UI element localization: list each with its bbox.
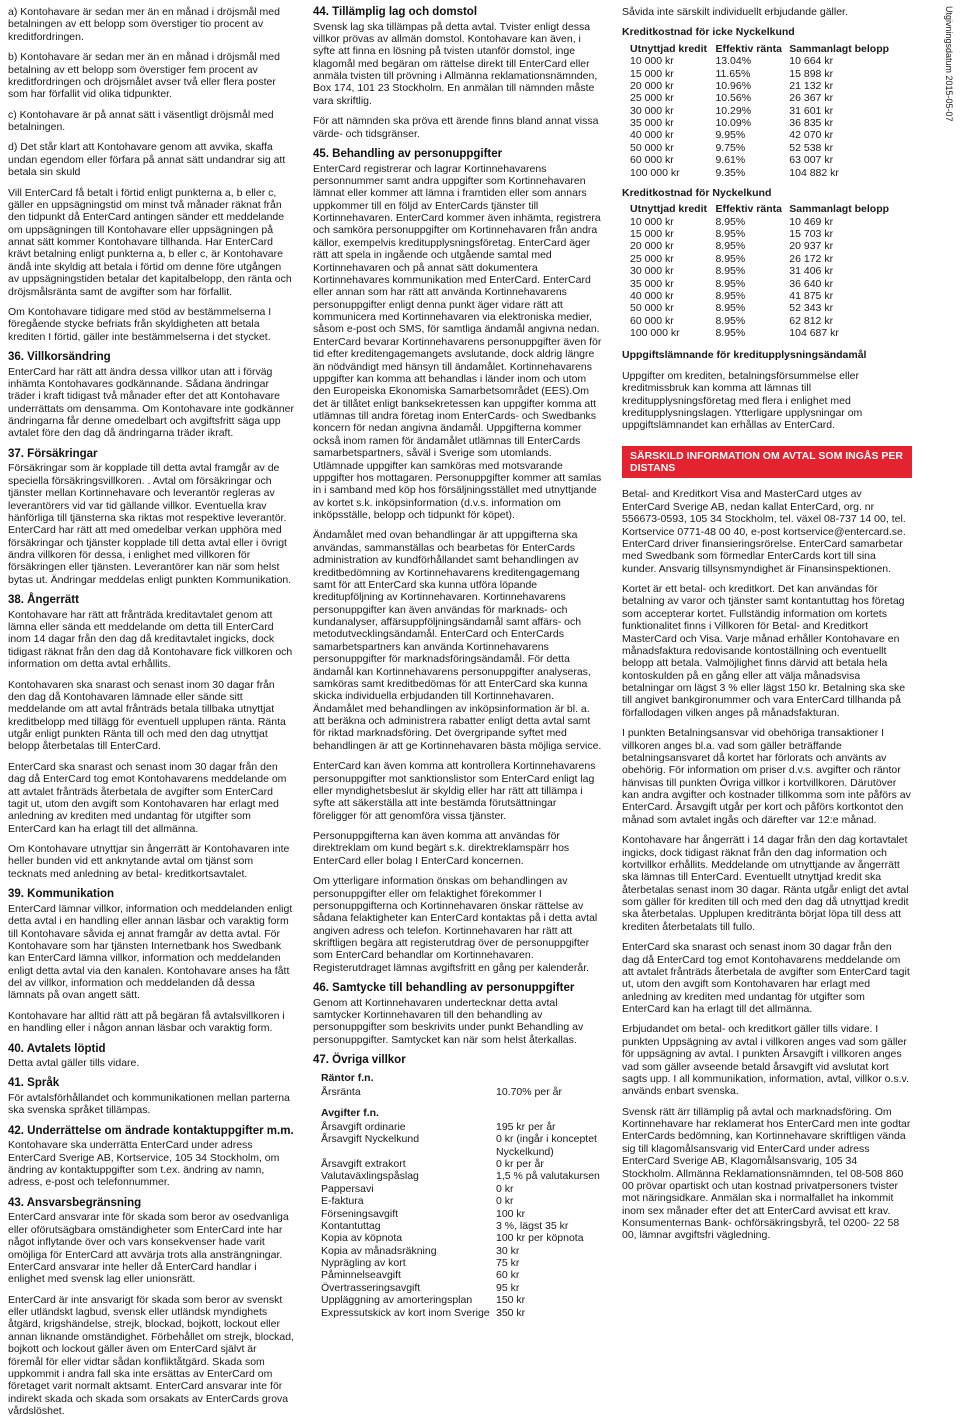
table-cell: 60 000 kr: [630, 154, 674, 167]
table-row: [630, 55, 900, 67]
table-cell: 9.35%: [715, 166, 746, 179]
table-row: [321, 1307, 603, 1319]
table-cell: 30 000 kr: [630, 265, 674, 278]
paragraph: Kortet är ett betal- och kreditkort. Det kan användas för betalning av varor och tjänster samt kontantuttag hos företag som accepterar kortet. Fullständig information om kortets funktionalitet finns i Villkoren för Betal- and Kreditkort MasterCard och Visa. Varje månad erhåller Kontohavare en månadsfaktura redovisande kontoställning och eventuellt belopp att betala. Valmöjlighet finns därvid att betala hela kontoskulden på en gång eller att välja månadsvisa betalningar om lägst 3 % eller lägst 150 kr. Betalning ska ske till angivet bankgironummer och vara EnterCard tillhanda på förfallodagen vilken anges på månadsfakturan.: [622, 583, 906, 719]
table-row: [321, 1282, 603, 1294]
section-heading-40: 40. Avtalets löptid: [8, 1042, 106, 1055]
credit-info-heading: Uppgiftslämnande för kreditupplysningsändamål: [622, 349, 867, 362]
column-header: Sammanlagt belopp: [789, 42, 890, 55]
column-header: Utnyttjad kredit: [630, 42, 708, 55]
paragraph: För att nämnden ska pröva ett ärende finns bland annat vissa värde- och tidsgränser.: [313, 115, 599, 140]
table-row: [630, 92, 900, 104]
paragraph: b) Kontohavare är sedan mer än en månad i dröjsmål med betalning av ett belopp som överstiger fem procent av kreditfordringen och dröjsmålet avser två eller flera poster som har förfallit vid olika tidpunkter.: [8, 51, 280, 101]
table-cell: 50 000 kr: [630, 302, 674, 315]
paragraph: EnterCard registrerar och lagrar Kortinnehavarens personnummer samt andra uppgifter som Kortinnehavaren lämnat eller kommer att lämna i framtiden eller som annars uppkommer till en följd av EnterCards tjänster till Kortinnehavaren. EnterCard kommer även inhämta, registrera och samköra personuppgifter om Kortinnehavaren från andra källor, exempelvis kreditupplysningsföretag. EnterCard äger rätt att spela in ingående och utgående samtal med Kortinnehavaren och på annat sätt dokumentera Kortinnehavares kommunikation med EnterCard. EnterCard eller annan som har rätt att använda Kortinnehavarens personuppgifter enligt denna punkt äger vidare rätt att kommunicera med Kortinnehavaren via elektroniska medier, såsom e-post och SMS, för samtliga ändamål angivna nedan. EnterCard bevarar Kortinnehavarens personuppgifter även för tid efter kreditengagemangets avslutande, dock aldrig längre än nödvändigt med hänsyn till ändamålet. Kortinnehavarens uppgifter kan komma att behandlas i länder inom och utom den Europeiska Ekonomiska Samarbetsområdet (EES).Om det är tillåtet enligt banksekretessen kan uppgifter komma att utlämnas till andra företag inom EnterCards- och Swedbanks koncern för nedan angivna ändamål. Uppgifterna kommer också inom ramen för ändamålet utlämnas till EnterCards samarbetspartners, såväl i Sverige som utomlands. Utlämnade uppgifter kan samköras med motsvarande uppgifter hos mottagaren. Personuppgifter kommer att samlas in i samband med köp hos försäljningsstället med utnyttjande av kortet s.k. inköpsinformation (d.v.s. information om inköpsställe, belopp och tidpunkt för köpet).: [313, 162, 602, 521]
other-terms: [313, 1072, 603, 1319]
table-cell: 1,5 % på valutakursen: [496, 1170, 600, 1183]
table-cell: 62 812 kr: [789, 314, 834, 327]
table-row: [630, 129, 900, 141]
table-cell: 0 kr (ingår i konceptet Nyckelkund): [496, 1133, 597, 1158]
paragraph: Vill EnterCard få betalt i förtid enligt punkterna a, b eller c, gäller en uppsägningstid om minst två månader räknat från den tidpunkt då EnterCard antingen sänder ett meddelande om uppsägningen till Kontohavare eller uppsägningen på annat sätt kommer Kontohavare tillhanda. Har EnterCard krävt betalning enligt punkterna a, b eller c, är Kontohavare ändå inte skyldig att betala i förtid om denne före utgången av uppsägningstiden betalar det kapitalbelopp, den ränta och dröjsmålsränta samt de avgifter som har förfallit.: [8, 186, 292, 298]
table-cell: Årsavgift extrakort: [321, 1158, 406, 1170]
table-cell: Påminnelseavgift: [321, 1269, 401, 1282]
table-cell: 40 000 kr: [630, 129, 674, 142]
table-cell: 8.95%: [715, 277, 746, 290]
table-cell: 11.65%: [715, 67, 751, 80]
paragraph: EnterCard har rätt att ändra dessa villkor utan att i förväg inhämta Kontohavares godkännande. Sådana ändringar träder i kraft tidigast två månader efter det att Kontohavare underrättats om densamma. Om Kontohavare inte godkänner ändringarna får denne omedelbart och avgiftsfritt säga upp avtalet före den dag då ändringarna träder ikraft.: [8, 365, 294, 440]
table-cell: 25 000 kr: [630, 92, 674, 105]
table-cell: 100 000 kr: [630, 166, 680, 179]
paragraph: EnterCard är inte ansvarigt för skada som beror av svenskt eller utländskt lagbud, svensk eller utländsk myndighets åtgärd, krigshändelse, strejk, blockad, bojkott, lockout eller annan liknande omständighet. Förbehållet om strejk, blockad, bojkott och lockout gäller även om EnterCard självt är föremål för eller vidtar sådan konfliktåtgärd. Skada som uppkommit i andra fall ska inte ersättas av EnterCard om företaget varit normalt aktsamt. EnterCard ansvarar inte för indirekt skada och skada som orsakats av EnterCards grova vårdslöshet.: [8, 1293, 294, 1417]
table-row: [321, 1170, 603, 1182]
table-row: [630, 290, 900, 302]
table-cell: 25 000 kr: [630, 252, 674, 265]
table-cell: 50 000 kr: [630, 141, 674, 154]
table-cell: 100 000 kr: [630, 327, 680, 339]
table-cell: Valutaväxlingspåslag: [321, 1170, 419, 1183]
table-cell: 52 538 kr: [789, 141, 834, 154]
paragraph: Om ytterligare information önskas om behandlingen av personuppgifter eller om felaktighet förekommer I personuppgifterna och Kortinnehavaren önskar rättelse av sådana felaktigheter kan EnterCard kontaktas på i detta avtal angiven adress och telefon. Kortinnehavaren har rätt att skriftligen begära att registerutdrag över de personuppgifter som EnterCard behandlar om Kortinnehavaren. Registerutdraget lämnas avgiftsfritt en gång per kalenderår.: [313, 875, 598, 974]
table-cell: 30 kr: [496, 1244, 520, 1257]
table-cell: 31 406 kr: [789, 265, 834, 278]
table-cell: 15 000 kr: [630, 67, 674, 80]
table-cell: Kopia av köpnota: [321, 1232, 403, 1245]
table-cell: 9.61%: [715, 154, 746, 167]
table-row: [630, 265, 900, 277]
table-cell: 104 882 kr: [789, 166, 839, 179]
table-cell: 8.95%: [715, 327, 746, 339]
paragraph: EnterCard lämnar villkor, information och meddelanden enligt detta avtal i en handling eller annan läsbar och varaktig form till Kontohavare såvida ej annat framgår av detta avtal. För Kontohavare som har tjänsten Internetbank hos Swedbank kan EnterCard lämna villkor, information och meddelanden enligt detta avtal via den kanalen. Kontohavare anses ha fått del av villkor, information och meddelanden då dessa lämnats på ovan angett sätt.: [8, 902, 293, 1002]
paragraph: EnterCard kan även komma att kontrollera Kortinnehavarens personuppgifter mot sanktionslistor som EnterCard enligt lag eller myndighetsbeslut är skyldig eller har rätt att tillämpa i syfte att säkerställa att inte bestämda förutsättningar föreligger för att genomföra vissa tjänster.: [313, 760, 596, 822]
table-cell: 10.56%: [715, 92, 752, 105]
table-row: [321, 1245, 603, 1257]
table-cell: 9.95%: [715, 129, 746, 142]
credit-cost-table-regular: [630, 43, 900, 179]
table-cell: 30 000 kr: [630, 104, 674, 117]
table-cell: 15 703 kr: [789, 228, 834, 240]
table-row: [321, 1133, 603, 1158]
fees-table: [321, 1121, 603, 1319]
section-heading-44: 44. Tillämplig lag och domstol: [313, 6, 478, 18]
table-cell: 42 070 kr: [789, 129, 834, 142]
paragraph: Detta avtal gäller tills vidare.: [8, 1057, 140, 1070]
paragraph: I punkten Betalningsansvar vid obehöriga transaktioner I villkoren anges bl.a. vad som gäller beträffande betalningsansvaret då kortet har förlorats och använts av obehörig. För information om priser d.v.s. avgifter och räntor hänvisas till punkten Övriga villkor i kortvillkoren. Därutöver kan andra avgifter och kostnader tillkomma som inte påförs av EnterCard. Årsavgift utgår per kort och påförs kortkontot den månad som avtalet ingås och därefter var 12:e månad.: [622, 727, 911, 826]
table-cell: 10.09%: [715, 117, 752, 129]
table-cell: 26 172 kr: [789, 252, 834, 265]
paragraph: d) Det står klart att Kontohavare genom att avvika, skaffa undan egendom eller förfara på annat sätt undandrar sig att betala sin skuld: [8, 141, 286, 179]
table-cell: 10.29%: [715, 104, 752, 117]
section-heading-45: 45. Behandling av personuppgifter: [313, 147, 503, 160]
section-heading-37: 37. Försäkringar: [8, 447, 98, 460]
table-row: [321, 1158, 603, 1170]
table-row: [321, 1183, 603, 1195]
section-heading-36: 36. Villkorsändring: [8, 351, 111, 363]
paragraph: Kontohavare har alltid rätt att på begäran få avtalsvillkoren i en handling eller i någon annan läsbar och varaktig form.: [8, 1009, 285, 1035]
paragraph: Kontohavare har rätt att frånträda kreditavtalet genom att lämna eller sända ett meddelande om detta till EnterCard inom 14 dagar från den dag då kreditavtalet ingicks, dock tidigast räknat från den dag då Kontohavare fick villkoren och information om detta avtal erhållits.: [8, 608, 293, 671]
table-row: [321, 1232, 603, 1244]
table-cell: 8.95%: [715, 215, 746, 228]
table-cell: 8.95%: [715, 228, 746, 240]
table-cell: Kopia av månadsräkning: [321, 1244, 437, 1257]
section-heading-42: 42. Underrättelse om ändrade kontaktuppgifter m.m.: [8, 1124, 294, 1137]
table-row: [630, 80, 900, 92]
paragraph: Erbjudandet om betal- och kreditkort gäller tills vidare. I punkten Uppsägning av avtal i villkoren anges vad som gäller för uppsägning av avtal. I punkten Årsavgift i villkoren anges vad som gäller avseende betald årsavgift vid avslutat kort sagts upp. I all kommunikation, information, avtal, villkor o.s.v. används enbart svenska.: [622, 1023, 909, 1098]
section-heading-39: 39. Kommunikation: [8, 888, 115, 901]
table-cell: 10.96%: [715, 79, 752, 92]
table-cell: 15 898 kr: [789, 67, 834, 80]
table-cell: 100 kr: [496, 1207, 526, 1220]
table-cell: 36 835 kr: [789, 117, 834, 129]
credit-cost-title-regular: Kreditkostnad för icke Nyckelkund: [622, 26, 795, 39]
table-cell: 0 kr per år: [496, 1158, 544, 1170]
table-cell: Uppläggning av amorteringsplan: [321, 1294, 473, 1307]
credit-cost-table-key-customer: [630, 203, 900, 339]
table-row: [321, 1269, 603, 1281]
table-cell: 35 000 kr: [630, 277, 674, 290]
column-middle: [313, 6, 603, 1319]
table-row: [321, 1220, 603, 1232]
paragraph: EnterCard ansvarar inte för skada som beror av osedvanliga eller oförutsägbara omständigheter som EnterCard inte har något inflytande över och vars konsekvenser hade varit omöjliga för EnterCard att avvärja trots alla ansträngningar. EnterCard ansvarar inte heller då EnterCard handlar i enlighet med svensk lag eller unionsrätt.: [8, 1211, 289, 1286]
table-row: [630, 105, 900, 117]
table-cell: 0 kr: [496, 1195, 514, 1208]
table-cell: 8.95%: [715, 302, 746, 315]
table-cell: 10.70% per år: [496, 1086, 562, 1099]
paragraph: Genom att Kortinnehavaren undertecknar detta avtal samtycker Kortinnehavaren till den behandling av personuppgifter som beskrivits under punkt Behandling av personuppgifter. Samtycket kan när som helst återkallas.: [313, 996, 584, 1046]
section-heading-43: 43. Ansvarsbegränsning: [8, 1196, 142, 1209]
column-right: [622, 6, 912, 1250]
intro-text: Såvida inte särskilt individuellt erbjudande gäller.: [622, 6, 848, 18]
table-cell: 60 kr: [496, 1269, 520, 1282]
section-heading-47: 47. Övriga villkor: [313, 1054, 406, 1067]
table-cell: Pappersavi: [321, 1182, 374, 1195]
table-cell: 9.75%: [715, 141, 746, 154]
table-cell: 15 000 kr: [630, 228, 674, 240]
paragraph: Betal- and Kreditkort Visa and MasterCard utges av EnterCard Sverige AB, nedan kallat EnterCard, org. nr 556673-0593, 105 34 Stockholm, tel. växel 08-737 14 00, tel. Kortservice 0771-48 00 40, e-post kortservice@entercard.se. EnterCard driver finansieringsrörelse. EnterCard samarbetar med Swedbank som förmedlar EnterCards kort till sina kunder. Ansvarig tillsynsmyndighet är Finansinspektionen.: [622, 488, 906, 575]
paragraph: Uppgifter om krediten, betalningsförsummelse eller kreditmissbruk kan komma att lämnas till kreditupplysningsföretag med flera i enlighet med kreditupplysningslagen. Ytterligare upplysningar om uppgiftslämnandet kan erhållas av EnterCard.: [622, 369, 863, 432]
fees-title: Avgifter f.n.: [321, 1106, 379, 1119]
table-cell: 8.95%: [715, 265, 746, 278]
table-row: [630, 216, 900, 228]
table-cell: 13.04%: [715, 55, 752, 68]
table-cell: Expressutskick av kort inom Sverige: [321, 1306, 490, 1319]
rates-table: [321, 1086, 603, 1098]
publication-date-vertical: [942, 6, 958, 246]
section-heading-38: 38. Ångerrätt: [8, 594, 79, 607]
table-cell: 52 343 kr: [789, 302, 834, 315]
paragraph: Försäkringar som är kopplade till detta avtal framgår av de speciella försäkringsvillkoren. . Avtal om försäkringar och tjänster mellan Kortinnehavare och leverantör regleras av leverantörers vid var tid gällande villkor. Eventuella krav hänförliga till tjänsterna ska riktas mot respektive leverantör. EnterCard har rätt att med omedelbar verkan upphöra med försäkringar och tjänster kopplade till detta avtal eller i övrigt ändra villkoren för dessa, i enlighet med villkoren för försäkringen eller tjänsten. Leverantörer kan när som helst bytas ut. Ändringar meddelas enligt punkten Kommunikation.: [8, 462, 292, 586]
paragraph: EnterCard ska snarast och senast inom 30 dagar från den dag då EnterCard tog emot Kontohavarens meddelande om att avtalet frånträds återbetala de avgifter som EnterCard tagit ut, utom den avgift som Kontohavaren har erlagt med anledning av krediten med undantag för utgifter som EnterCard kan ha erlagt till det allmänna.: [8, 760, 287, 835]
table-cell: 3 %, lägst 35 kr: [496, 1219, 569, 1232]
table-row: [630, 228, 900, 240]
table-row: [630, 167, 900, 179]
paragraph: c) Kontohavare är på annat sätt i väsentligt dröjsmål med betalningen.: [8, 108, 274, 133]
table-row: [321, 1257, 603, 1269]
table-cell: 20 000 kr: [630, 79, 674, 92]
table-cell: 95 kr: [496, 1281, 520, 1294]
table-cell: 8.95%: [715, 289, 746, 302]
paragraph: Om Kontohavare tidigare med stöd av bestämmelserna I föregående stycke befriats från skyldigheten att betala krediten I förtid, gäller inte bestämmelserna i det stycket.: [8, 305, 272, 343]
table-cell: 20 937 kr: [789, 240, 834, 253]
table-cell: 350 kr: [496, 1306, 526, 1319]
table-row: [630, 315, 900, 327]
column-header: Effektiv ränta: [715, 42, 782, 55]
table-cell: 104 687 kr: [789, 327, 839, 339]
table-cell: 8.95%: [715, 252, 746, 265]
table-cell: 31 601 kr: [789, 104, 834, 117]
table-cell: 21 132 kr: [789, 79, 834, 92]
table-row: [321, 1195, 603, 1207]
table-row: [321, 1086, 603, 1098]
column-left: [8, 6, 294, 1425]
table-cell: 10 000 kr: [630, 55, 674, 68]
table-row: [321, 1294, 603, 1306]
table-cell: 10 664 kr: [789, 55, 834, 68]
distance-contract-banner: SÄRSKILD INFORMATION OM AVTAL SOM INGÅS PER DISTANS: [622, 446, 912, 479]
table-cell: Årsavgift ordinarie: [321, 1120, 406, 1133]
table-cell: E-faktura: [321, 1195, 364, 1208]
table-row: [321, 1208, 603, 1220]
paragraph: Svensk lag ska tillämpas på detta avtal. Tvister enligt dessa villkor prövas av allmän domstol. Kontohavare kan även, i syfte att finna en lösning på tvisten utanför domstol, inge klagomål med begäran om rättelse direkt till EnterCard eller anmäla tvisten till prövning i Allmänna reklamationsnämnden, Box 174, 101 23 Stockholm. En anmälan till nämnden måste vara skriftlig.: [313, 20, 598, 107]
table-cell: Nyprägling av kort: [321, 1257, 406, 1269]
table-row: [630, 142, 900, 154]
table-cell: Förseningsavgift: [321, 1207, 399, 1220]
publication-date-text: Utgivningsdatum 2015-05-07: [944, 6, 954, 122]
column-header: Utnyttjad kredit: [630, 203, 708, 216]
table-row: [630, 278, 900, 290]
table-cell: 63 007 kr: [789, 154, 834, 167]
paragraph: EnterCard ska snarast och senast inom 30 dagar från den dag då EnterCard tog emot Kontohavarens meddelande om att avtalet frånträds återbetala de avgifter som EnterCard tagit ut, utom den avgift som Kontohavaren har erlagt med anledning av krediten med undantag för utgifter som EnterCard kan ha erlagt till det allmänna.: [622, 941, 910, 1015]
table-cell: 41 875 kr: [789, 289, 834, 302]
table-cell: 75 kr: [496, 1257, 520, 1269]
paragraph: a) Kontohavare är sedan mer än en månad i dröjsmål med betalningen av ett belopp som överstiger tio procent av kreditfordringen.: [8, 6, 280, 43]
column-header: Effektiv ränta: [715, 203, 782, 216]
table-row: [630, 240, 900, 252]
table-row: [630, 68, 900, 80]
rates-title: Räntor f.n.: [321, 1071, 374, 1084]
table-cell: 8.95%: [715, 314, 746, 327]
table-cell: 26 367 kr: [789, 92, 834, 105]
table-cell: 35 000 kr: [630, 117, 674, 129]
section-heading-41: 41. Språk: [8, 1077, 60, 1090]
section-heading-46: 46. Samtycke till behandling av personuppgifter: [313, 982, 575, 995]
table-cell: 8.95%: [715, 240, 746, 253]
table-row: [630, 327, 900, 339]
table-row: [630, 117, 900, 129]
table-cell: Kontantuttag: [321, 1219, 381, 1232]
table-cell: 10 000 kr: [630, 215, 674, 228]
table-row: [630, 253, 900, 265]
table-row: [630, 302, 900, 314]
paragraph: Kontohavare ska underrätta EnterCard under adress EnterCard Sverige AB, Kortservice, 105 34 Stockholm, om ändring av kontaktuppgifter som t.ex. ändring av namn, adress, e-post och telefonnummer.: [8, 1139, 280, 1189]
table-row: [321, 1121, 603, 1133]
paragraph: Om Kontohavare utnyttjar sin ångerrätt är Kontohavaren inte heller bunden vid ett anknytande avtal om tjänst som tecknats med anledning av betal- kreditkortsavtalet.: [8, 843, 290, 880]
paragraph: Ändamålet med ovan behandlingar är att uppgifterna ska användas, sammanställas och bearbetas för EnterCards administration av kundförhållandet samt behandlingen av kreditbedömning av Kortinnehavarens kreditengagemang samt för att EnterCard ska kunna utföra löpande kreditupföljning av Kortinnehavaren. Kortinnehavarens personuppgifter kan även användas för marknads- och kundanalyser, affärsuppföljningsändamål samt affärs- och metodutvecklingsändamål. EnterCard och EnterCards samarbetspartners kan använda Kortinnehavarens personuppgifter för marknadsföringsändamål. För detta ändamål kan Kortinnehavarens personuppgifter analyseras, samköras samt kreditbedömas för att EnterCard ska kunna skicka individuella erbjudanden till Kortinnehavaren. Ändamålet med behandlingen av inköpsinformation är bl. a. att beräkna och administrera rabatter enligt detta avtal samt för riktad marknadsföring. Det övergripande syftet med behandlingen är att ge Kortinnehavaren bästa möjliga service.: [313, 529, 602, 752]
table-cell: 150 kr: [496, 1294, 526, 1307]
table-row: [630, 154, 900, 166]
table-cell: Övertrasseringsavgift: [321, 1281, 421, 1294]
paragraph: Svensk rätt ärr tillämplig på avtal och marknadsföring. Om Kortinnehavare har reklamerat hos EnterCard men inte godtar EnterCards bedömning, kan Kortinnehavare skriftligen vända sig till klagomålsansvarig vid EnterCard under adress EnterCard Sverige AB, Klagomålsansvarig, 105 34 Stockholm. Allmänna Reklamationsnämnden, tel 08-508 860 00 prövar opartiskt och utan kostnad privatpersoners tvister mot näringsidkare. Anmälan ska i normalfallet ha inkommit inom sex månader efter det att EnterCard avvisat ett krav. Konsumenternas Bank- ochförsäkringsbyrå, tel 0200- 22 58 00, lämnar avgiftsfri vägledning.: [622, 1105, 911, 1242]
paragraph: Kontohavare har ångerrätt i 14 dagar från den dag kortavtalet ingicks, dock tidigast räknat från den dag information och kortvillkor erhållits. Meddelande om utnyttjande av ångerrätt ska lämnas till EnterCard. Eventuellt utnyttjad kredit ska återbetalas senast inom 30 dagar. Ränta utgår enligt det avtal som gäller för krediten till och med den dag då utnyttjad kredit ska återbetalas. Upplupen kreditränta börjat löpa till dess att krediten återbetalats till fullo.: [622, 834, 909, 933]
table-cell: 195 kr per år: [496, 1120, 556, 1133]
table-cell: 0 kr: [496, 1182, 514, 1195]
table-cell: Årsavgift Nyckelkund: [321, 1133, 420, 1146]
paragraph: För avtalsförhållandet och kommunikationen mellan parterna ska svenska språket tillämpas.: [8, 1092, 290, 1117]
table-cell: 60 000 kr: [630, 314, 674, 327]
paragraph: Kontohavaren ska snarast och senast inom 30 dagar från den dag då Kontohavaren lämnade eller sände sitt meddelande om att avtal frånträds betala tillbaka utnyttjat kreditbelopp med tillägg för eventuell upplupen ränta. Ränta utgår enligt punkten Ränta till och med den dag utnyttjat belopp återbetalas till EnterCard.: [8, 678, 286, 753]
table-cell: 100 kr per köpnota: [496, 1232, 584, 1245]
column-header: Sammanlagt belopp: [789, 203, 890, 216]
table-cell: 36 640 kr: [789, 277, 834, 290]
paragraph: Personuppgifterna kan även komma att användas för direktreklam om kund begärt s.k. direktreklamspärr hos EnterCard eller bolag I EnterCard koncernen.: [313, 830, 570, 867]
table-cell: Årsränta: [321, 1086, 361, 1099]
table-cell: 10 469 kr: [789, 215, 834, 228]
credit-cost-title-key-customer: Kreditkostnad för Nyckelkund: [622, 186, 772, 199]
table-cell: 20 000 kr: [630, 240, 674, 253]
table-cell: 40 000 kr: [630, 289, 674, 302]
